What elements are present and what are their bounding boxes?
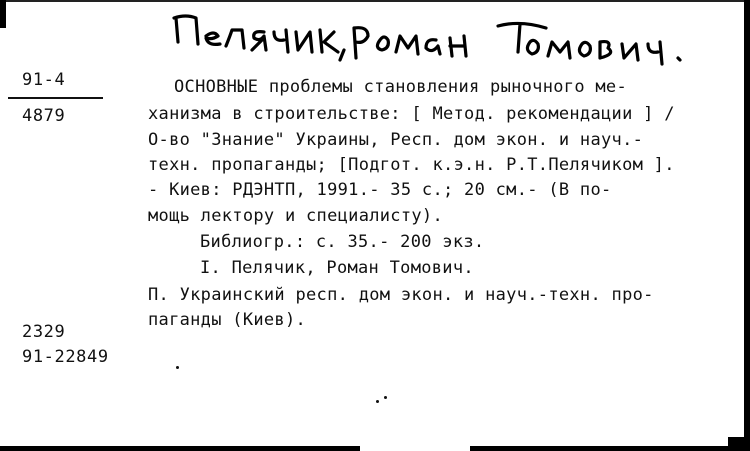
tracing-corporate-line-2: паганды (Киев). — [148, 310, 307, 330]
call-number-bottom: 4879 — [22, 106, 66, 126]
call-number-top: 91-4 — [22, 70, 66, 90]
call-number-rule — [8, 97, 103, 99]
bibliography-note: Библиогр.: с. 35.- 200 экз. — [200, 232, 485, 252]
stray-mark — [376, 400, 379, 403]
accession-line-1: 2329 — [22, 322, 66, 342]
stray-mark — [384, 396, 387, 399]
tracing-corporate-line-1: П. Украинский респ. дом экон. и науч.-техн. про- — [148, 285, 654, 305]
card-corner-mark-bottom — [728, 437, 750, 451]
card-bottom-gap — [360, 446, 470, 451]
card-right-edge — [744, 0, 750, 451]
card-top-edge — [0, 0, 750, 2]
stray-mark — [176, 366, 179, 369]
description-line-1: ОСНОВНЫЕ проблемы становления рыночного ме- — [174, 77, 627, 97]
description-line-4: техн. пропаганды; [Подгот. к.э.н. Р.Т.Пелячиком ]. — [148, 155, 675, 175]
description-line-6: мощь лектору и специалисту). — [148, 206, 443, 226]
tracing-personal-name: I. Пелячик, Роман Томович. — [200, 258, 474, 278]
handwritten-signature — [168, 6, 708, 66]
description-line-2: ханизма в строительстве: [ Метод. рекомендации ] / — [148, 104, 675, 124]
card-corner-mark — [0, 0, 6, 28]
accession-line-2: 91-22849 — [22, 347, 109, 367]
description-line-5: - Киев: РДЭНТП, 1991.- 35 с.; 20 см.- (В по- — [148, 180, 612, 200]
description-line-3: О-во "Знание" Украины, Респ. дом экон. и науч.- — [148, 130, 644, 150]
